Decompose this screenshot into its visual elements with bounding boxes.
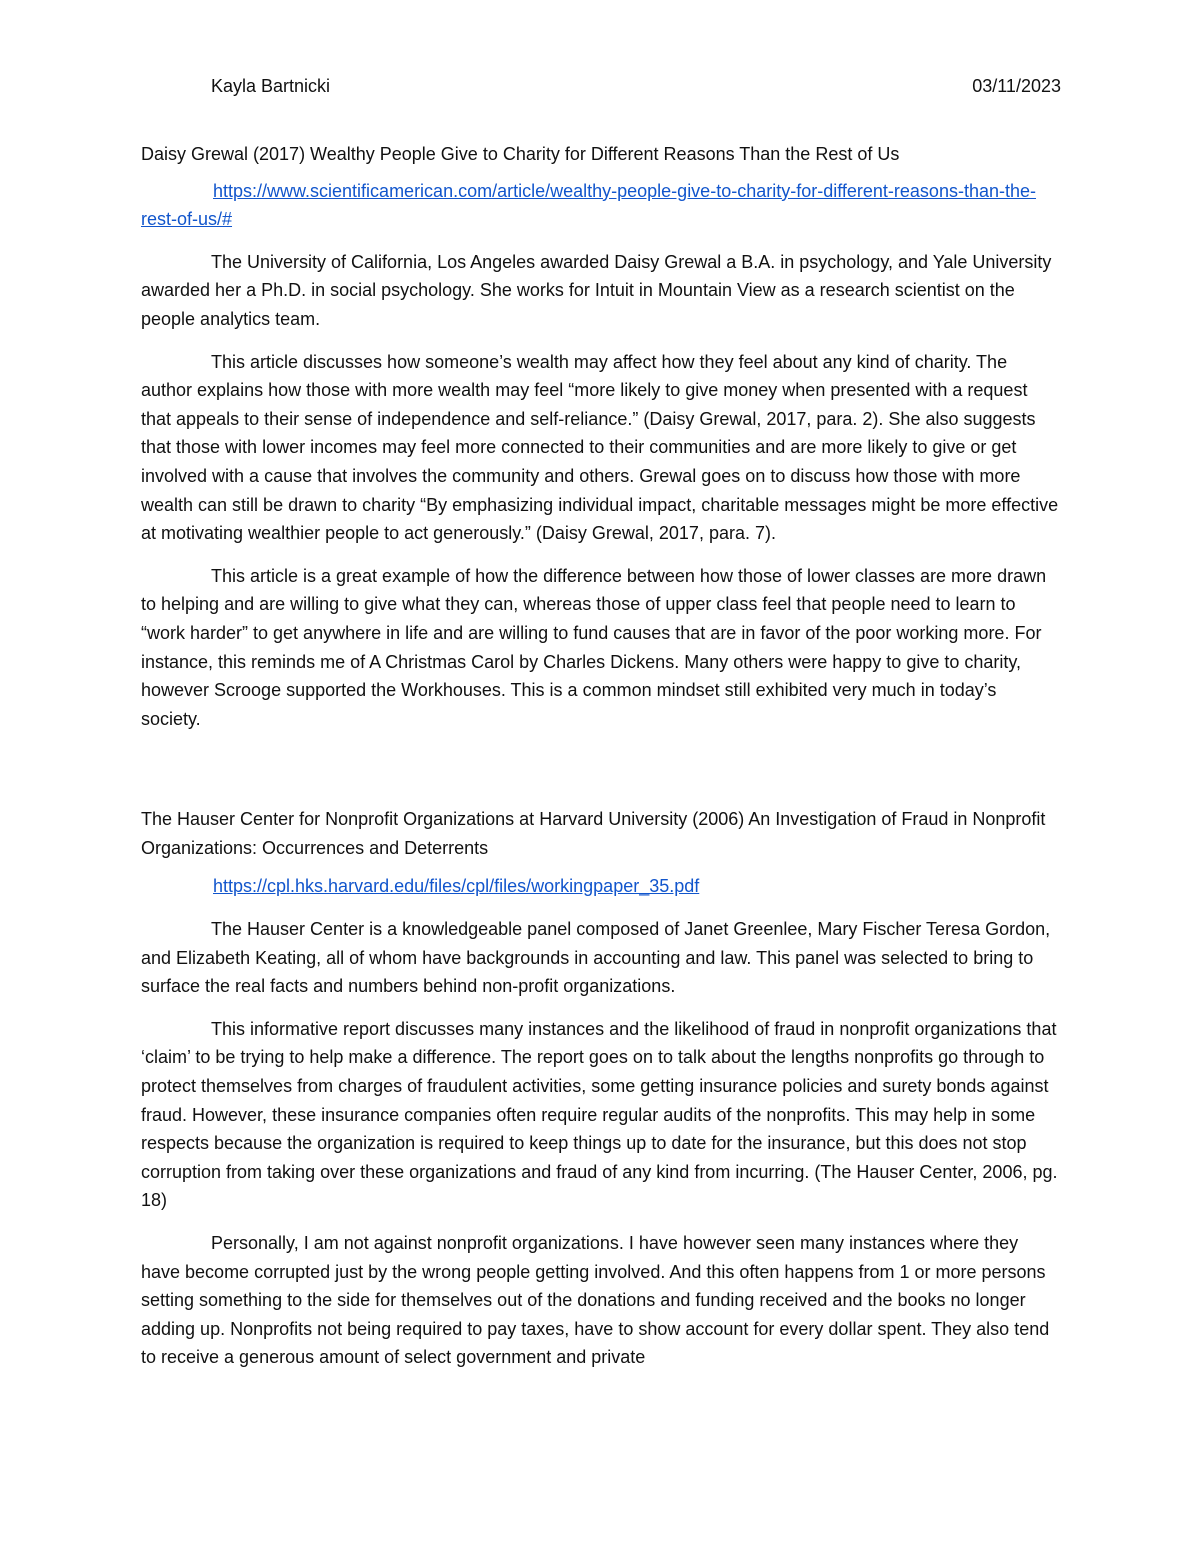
- citation-link[interactable]: https://www.scientificamerican.com/article/wealthy-people-give-to-charity-for-different-reasons-than-the-rest-of-us/#: [141, 180, 1036, 230]
- body-paragraph: This article is a great example of how the difference between how those of lower classes are more drawn to helping and are willing to give what they can, whereas those of upper class feel that people need to learn to “work harder” to get anywhere in life and are willing to fund causes that are in favor of the poor working more. For instance, this reminds me of A Christmas Carol by Charles Dickens. Many others were happy to give to charity, however Scrooge supported the Workhouses. This is a common mindset still exhibited very much in today’s society.: [141, 565, 1047, 729]
- document-header: [141, 60, 1061, 112]
- citation-url-paragraph: [141, 872, 1061, 901]
- citation-url-paragraph: [141, 177, 1061, 234]
- citation-title: Daisy Grewal (2017) Wealthy People Give to Charity for Different Reasons Than the Rest of Us: [141, 144, 900, 164]
- body-paragraph: The University of California, Los Angeles awarded Daisy Grewal a B.A. in psychology, and Yale University awarded her a Ph.D. in social psychology. She works for Intuit in Mountain View as a research scientist on the people analytics team.: [141, 251, 1052, 329]
- author-name: Kayla Bartnicki: [211, 75, 331, 96]
- citation-entry: [141, 140, 1061, 733]
- body-paragraph: This article discusses how someone’s wealth may affect how they feel about any kind of charity. The author explains how those with more wealth may feel “more likely to give money when presented with a request that appeals to their sense of independence and self-reliance.” (Daisy Grewal, 2017, para. 2). She also suggests that those with lower incomes may feel more connected to their communities and are more likely to give or get involved with a cause that involves the community and others. Grewal goes on to discuss how those with more wealth can still be drawn to charity “By emphasizing individual impact, charitable messages might be more effective at motivating wealthier people to act generously.” (Daisy Grewal, 2017, para. 7).: [141, 351, 1059, 544]
- citation-entry: [141, 805, 1061, 1372]
- body-paragraph: The Hauser Center is a knowledgeable panel composed of Janet Greenlee, Mary Fischer Teresa Gordon, and Elizabeth Keating, all of whom have backgrounds in accounting and law. This panel was selected to bring to surface the real facts and numbers behind non-profit organizations.: [141, 919, 1051, 997]
- body-paragraph: Personally, I am not against nonprofit organizations. I have however seen many instances where they have become corrupted just by the wrong people getting involved. And this often happens from 1 or more persons setting something to the side for themselves out of the donations and funding received and the books no longer adding up. Nonprofits not being required to pay taxes, have to show account for every dollar spent. They also tend to receive a generous amount of select government and private: [141, 1233, 1050, 1368]
- document-page: [141, 60, 1061, 1372]
- citation-title: The Hauser Center for Nonprofit Organizations at Harvard University (2006) An Investigation of Fraud in Nonprofit Organizations: Occurrences and Deterrents: [141, 809, 1046, 858]
- section-spacer: [141, 733, 1061, 777]
- document-date: 03/11/2023: [972, 75, 1061, 96]
- citation-link[interactable]: https://cpl.hks.harvard.edu/files/cpl/files/workingpaper_35.pdf: [213, 876, 700, 897]
- body-paragraph: This informative report discusses many instances and the likelihood of fraud in nonprofit organizations that ‘claim’ to be trying to help make a difference. The report goes on to talk about the lengths nonprofits go through to protect themselves from charges of fraudulent activities, some getting insurance policies and surety bonds against fraud. However, these insurance companies often require regular audits of the nonprofits. This may help in some respects because the organization is required to keep things up to date for the insurance, but this does not stop corruption from taking over these organizations and fraud of any kind from incurring. (The Hauser Center, 2006, pg. 18): [141, 1018, 1058, 1211]
